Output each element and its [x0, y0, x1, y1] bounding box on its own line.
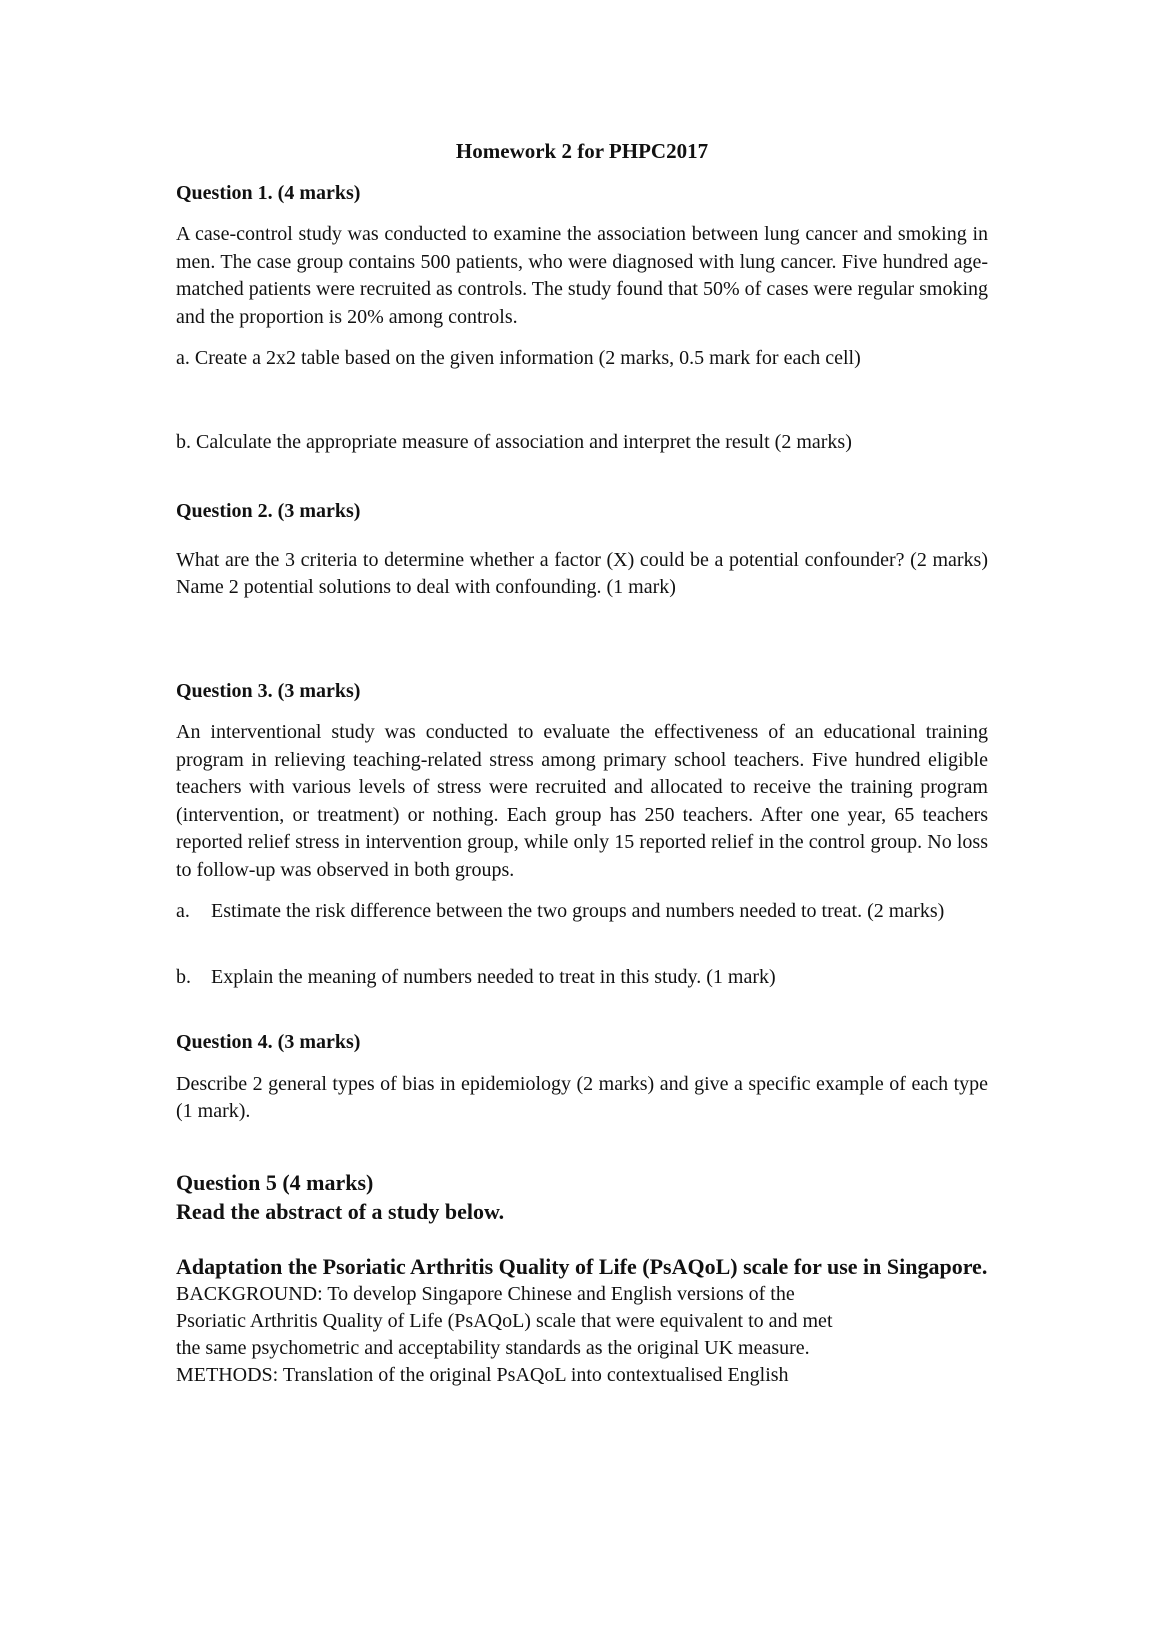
- question-5: [176, 1168, 988, 1389]
- question-3a: [176, 898, 988, 926]
- abstract-line: Psoriatic Arthritis Quality of Life (PsAQoL) scale that were equivalent to and met: [176, 1309, 833, 1332]
- question-4-body: Describe 2 general types of bias in epidemiology (2 marks) and give a specific example of each type (1 mark).: [176, 1072, 988, 1122]
- question-1-heading: Question 1. (4 marks): [176, 181, 361, 204]
- document-title: Homework 2 for PHPC2017: [455, 139, 709, 163]
- question-5-heading: Question 5 (4 marks): [176, 1169, 374, 1195]
- question-1-body: A case-control study was conducted to examine the association between lung cancer and smoking in men. The case group contains 500 patients, who were diagnosed with lung cancer. Five hundred age-matched patients were recruited as controls. The study found that 50% of cases were regular smoking and the proportion is 20% among controls.: [176, 223, 988, 328]
- abstract-line: BACKGROUND: To develop Singapore Chinese and English versions of the: [176, 1282, 795, 1305]
- question-3b-text: Explain the meaning of numbers needed to treat in this study. (1 mark): [211, 965, 776, 988]
- abstract-line: METHODS: Translation of the original PsAQoL into contextualised English: [176, 1363, 789, 1386]
- question-4-heading: Question 4. (3 marks): [176, 1031, 361, 1053]
- question-1: [176, 180, 988, 457]
- question-3-body: An interventional study was conducted to evaluate the effectiveness of an educational training program in relieving teaching-related stress among primary school teachers. Five hundred eligible teachers with various levels of stress were recruited and allocated to receive the training program (intervention, or treatment) or nothing. Each group has 250 teachers. After one year, 65 teachers reported relief stress in intervention group, while only 15 reported relief in the control group. No loss to follow-up was observed in both groups.: [176, 721, 988, 881]
- question-1b: b. Calculate the appropriate measure of association and interpret the result (2 marks): [176, 430, 852, 453]
- abstract-line: the same psychometric and acceptability standards as the original UK measure.: [176, 1336, 810, 1359]
- question-3b: [176, 964, 988, 992]
- question-2-heading: Question 2. (3 marks): [176, 500, 361, 522]
- question-3a-text: Estimate the risk difference between the two groups and numbers needed to treat. (2 marks): [211, 900, 945, 922]
- list-marker: b.: [176, 965, 191, 988]
- question-1a: a. Create a 2x2 table based on the given information (2 marks, 0.5 mark for each cell): [176, 347, 861, 369]
- document-content: [176, 138, 988, 1389]
- question-4: [176, 1029, 988, 1126]
- question-3: [176, 678, 988, 992]
- question-2-body: What are the 3 criteria to determine whether a factor (X) could be a potential confounder? (2 marks) Name 2 potential solutions to deal with confounding. (1 mark): [176, 548, 988, 598]
- question-2: [176, 498, 988, 602]
- question-3-heading: Question 3. (3 marks): [176, 679, 361, 702]
- list-marker: a.: [176, 900, 190, 922]
- abstract-title: Adaptation the Psoriatic Arthritis Quality of Life (PsAQoL) scale for use in Singapore.: [176, 1253, 988, 1279]
- question-5-subheading: Read the abstract of a study below.: [176, 1198, 505, 1224]
